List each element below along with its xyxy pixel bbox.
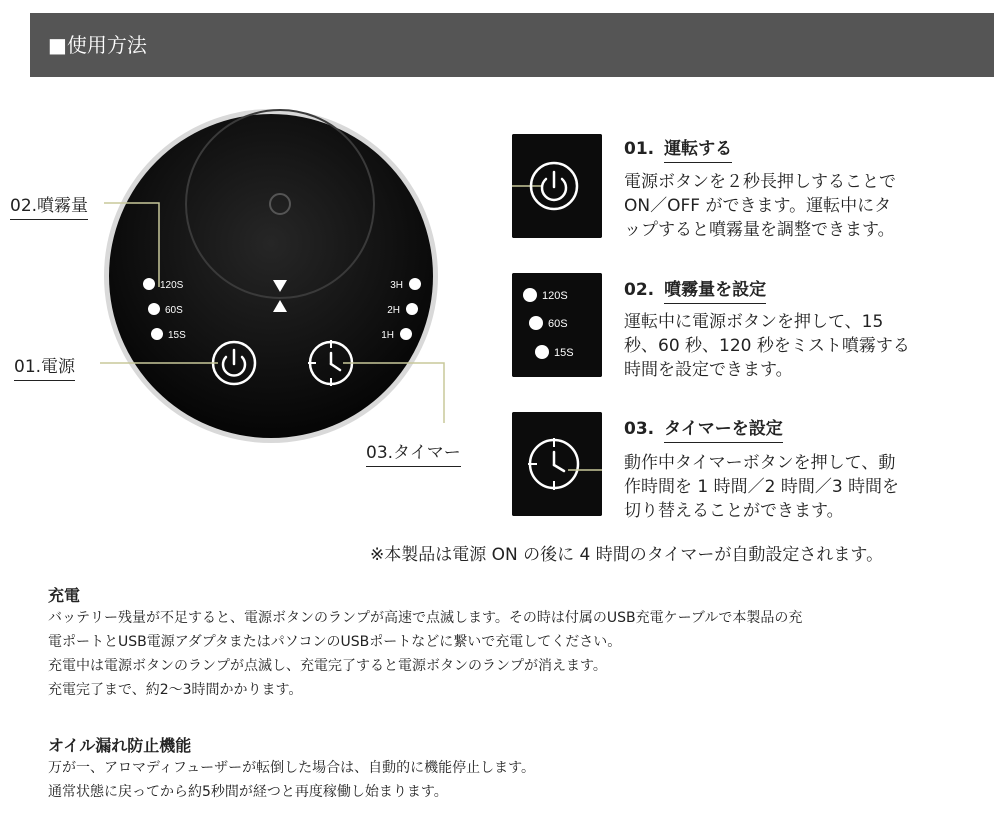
step-3-desc-line: 切り替えることができます。 bbox=[624, 501, 844, 521]
step-3-desc-line: 作時間を 1 時間／2 時間／3 時間を bbox=[624, 477, 900, 497]
mist-led-120 bbox=[143, 278, 155, 290]
step-1-desc-line: ップすると噴霧量を調整できます。 bbox=[624, 220, 895, 240]
charging-heading: 充電 bbox=[48, 586, 81, 605]
step-1-description bbox=[624, 170, 964, 242]
timer-option-2h: 2H bbox=[387, 305, 400, 316]
oil-leak-line: 万が一、アロマディフューザーが転倒した場合は、自動的に機能停止します。 bbox=[48, 760, 536, 776]
step-3-description bbox=[624, 451, 964, 523]
step-2-desc-line: 秒、60 秒、120 秒をミスト噴霧する bbox=[624, 336, 910, 356]
timer-option-1h: 1H bbox=[381, 330, 394, 341]
mist-option-60: 60S bbox=[165, 305, 183, 316]
step-3-name: タイマーを設定 bbox=[664, 419, 783, 443]
step-3-title bbox=[624, 414, 783, 439]
step-2-title bbox=[624, 275, 766, 300]
step-1-number: 01. bbox=[624, 139, 655, 159]
device-diagram bbox=[0, 90, 500, 470]
section-title: ■使用方法 bbox=[48, 33, 147, 57]
mist-option-15: 15S bbox=[168, 330, 186, 341]
charging-line: 電ポートとUSB電源アダプタまたはパソコンのUSBポートなどに繋いで充電してください。 bbox=[48, 634, 622, 650]
timer-led-1h bbox=[400, 328, 412, 340]
timer-callout-label: 03.タイマー bbox=[366, 438, 461, 467]
power-button-thumbnail bbox=[512, 134, 602, 238]
timer-option-3h: 3H bbox=[390, 280, 403, 291]
power-callout-label: 01.電源 bbox=[14, 352, 75, 381]
mist-led-60 bbox=[148, 303, 160, 315]
thumb-mist-60: 60S bbox=[548, 318, 568, 330]
thumb-mist-120: 120S bbox=[542, 290, 568, 302]
charging-line: 充電中は電源ボタンのランプが点滅し、充電完了すると電源ボタンのランプが消えます。 bbox=[48, 658, 607, 674]
timer-button-thumbnail bbox=[512, 412, 602, 516]
oil-leak-text bbox=[48, 756, 535, 804]
mist-option-120: 120S bbox=[160, 280, 184, 291]
section-header bbox=[30, 13, 994, 77]
step-1-desc-line: 電源ボタンを２秒長押しすることで bbox=[624, 172, 896, 192]
mist-callout-label: 02.噴霧量 bbox=[10, 191, 88, 220]
step-3-desc-line: 動作中タイマーボタンを押して、動 bbox=[624, 453, 896, 473]
charging-line: 充電完了まで、約2～3時間かかります。 bbox=[48, 682, 303, 698]
step-2-desc-line: 時間を設定できます。 bbox=[624, 360, 793, 380]
timer-note: ※本製品は電源 ON の後に 4 時間のタイマーが自動設定されます。 bbox=[370, 545, 884, 565]
device-top bbox=[109, 114, 433, 438]
timer-led-3h bbox=[409, 278, 421, 290]
thumb-mist-15: 15S bbox=[554, 347, 574, 359]
step-1-title bbox=[624, 134, 732, 159]
timer-led-2h bbox=[406, 303, 418, 315]
step-1-desc-line: ON／OFF ができます。運転中にタ bbox=[624, 196, 892, 216]
step-2-name: 噴霧量を設定 bbox=[664, 280, 766, 304]
step-3-number: 03. bbox=[624, 419, 655, 439]
step-2-description bbox=[624, 310, 964, 382]
charging-line: バッテリー残量が不足すると、電源ボタンのランプが高速で点滅します。その時は付属のUSB充電ケーブルで本製品の充 bbox=[48, 610, 803, 626]
charging-text bbox=[48, 606, 802, 702]
mist-led-15 bbox=[151, 328, 163, 340]
step-1-name: 運転する bbox=[664, 139, 732, 163]
step-2-number: 02. bbox=[624, 280, 655, 300]
oil-leak-line: 通常状態に戻ってから約5秒間が経つと再度稼働し始まります。 bbox=[48, 784, 448, 800]
step-2-desc-line: 運転中に電源ボタンを押して、15 bbox=[624, 312, 884, 332]
mist-options-thumbnail bbox=[512, 273, 602, 377]
oil-leak-heading: オイル漏れ防止機能 bbox=[48, 736, 192, 755]
